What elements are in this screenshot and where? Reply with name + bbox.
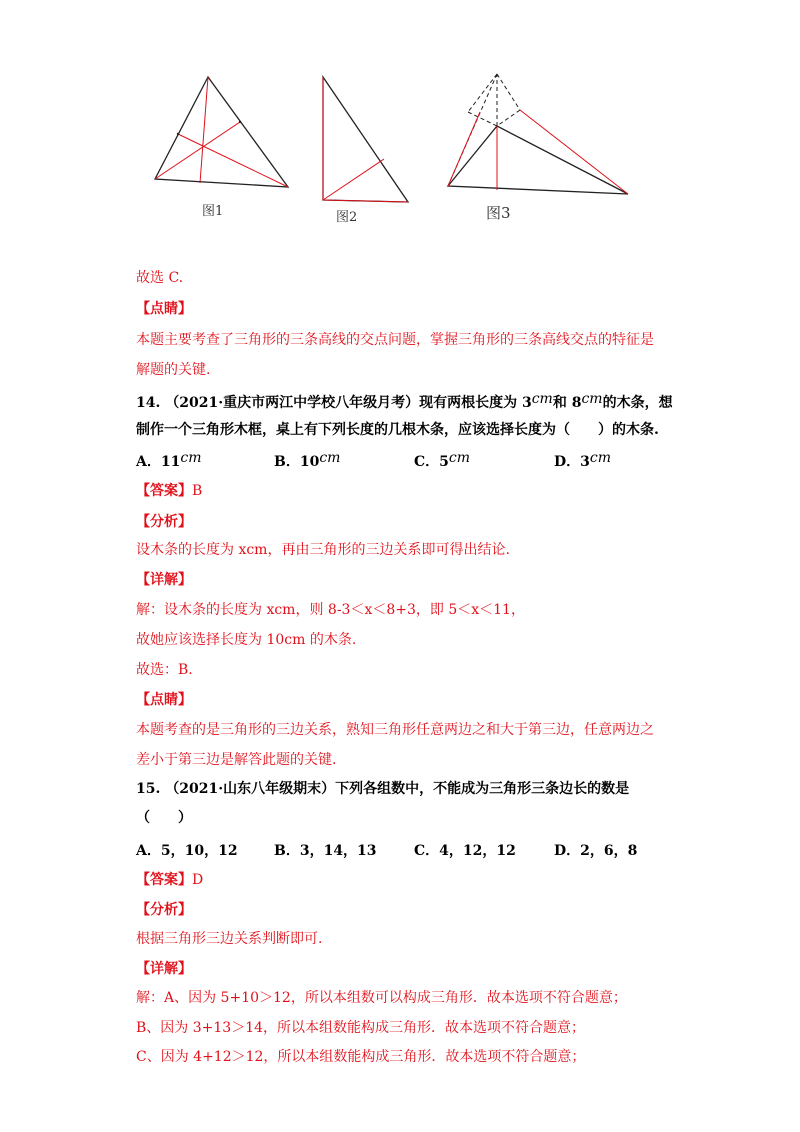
figure-2-caption: 图2 — [336, 210, 358, 225]
q15-option-d: D．2，6，8 — [554, 843, 638, 859]
q14-source: （2021·重庆市两江中学校八年级月考） — [165, 395, 420, 411]
q15-stem-line-1 — [136, 779, 629, 799]
q15-answer: 【答案】D — [136, 872, 204, 888]
q14-detail-1: 解：设木条的长度为 xcm，则 8-3＜x＜8+3，即 5＜x＜11， — [136, 602, 525, 618]
q14-tip-1: 本题考查的是三角形的三边关系，熟知三角形任意两边之和大于第三边，任意两边之 — [136, 722, 654, 738]
q15-option-b: B．3，14，13 — [274, 843, 377, 859]
q14-stem-c: 的木条，想 — [602, 395, 673, 411]
q15-analysis: 根据三角形三边关系判断即可. — [136, 931, 323, 947]
q14-stem-b: 和 8 — [552, 395, 582, 411]
q14-stem-a: 现有两根长度为 3 — [419, 395, 532, 411]
q15-detail-1: 解：A、因为 5+10＞12，所以本组数可以构成三角形．故本选项不符合题意； — [136, 990, 627, 1006]
q14-answer: 【答案】B — [136, 483, 203, 499]
q14-tip-2: 差小于第三边是解答此题的关键. — [136, 752, 337, 768]
q14-detail-3: 故选：B. — [136, 662, 193, 678]
q14-stem-line-1 — [136, 389, 673, 413]
q14-detail-2: 故她应该选择长度为 10cm 的木条. — [136, 632, 357, 648]
q14-option-a: A．11cm — [136, 450, 202, 470]
figure-1-caption: 图1 — [202, 204, 224, 219]
figure-2-right-triangle — [318, 74, 418, 206]
q14-option-d: D．3cm — [554, 450, 612, 470]
q14-option-c: C．5cm — [414, 450, 471, 470]
q14-stem-line-2: 制作一个三角形木框，桌上有下列长度的几根木条，应该选择长度为（ ）的木条. — [136, 422, 659, 438]
q13-tip-text-1: 本题主要考查了三角形的三条高线的交点问题，掌握三角形的三条高线交点的特征是 — [136, 332, 654, 348]
q13-tip-label: 【点睛】 — [136, 301, 192, 317]
q13-conclusion: 故选 C. — [136, 270, 184, 286]
figure-3-obtuse-triangle — [440, 70, 640, 200]
q15-source: （2021·山东八年级期末） — [165, 781, 336, 797]
q15-stem-line-2: （ ） — [136, 810, 192, 826]
q14-unit-2: cm — [581, 391, 603, 407]
q15-analysis-label: 【分析】 — [136, 902, 192, 918]
triangle-figures — [140, 62, 660, 232]
q14-analysis-label: 【分析】 — [136, 514, 192, 530]
q15-option-a: A．5，10，12 — [136, 843, 238, 859]
q15-stem: 下列各组数中，不能成为三角形三条边长的数是 — [335, 781, 630, 797]
q14-detail-label: 【详解】 — [136, 572, 192, 588]
q14-unit-1: cm — [531, 391, 553, 407]
q14-number: 14. — [136, 395, 161, 411]
q15-detail-label: 【详解】 — [136, 961, 192, 977]
q14-tip-label: 【点睛】 — [136, 692, 192, 708]
q15-detail-2: B、因为 3+13＞14，所以本组数能构成三角形．故本选项不符合题意； — [136, 1020, 586, 1036]
q14-analysis: 设木条的长度为 xcm，再由三角形的三边关系即可得出结论. — [136, 542, 510, 558]
q15-option-c: C．4，12，12 — [414, 843, 516, 859]
q15-number: 15. — [136, 781, 161, 797]
q13-tip-text-2: 解题的关键. — [136, 362, 211, 378]
figure-3-caption: 图3 — [486, 204, 511, 222]
figure-1-acute-triangle — [150, 72, 300, 192]
q15-detail-3: C、因为 4+12＞12，所以本组数能构成三角形．故本选项不符合题意； — [136, 1049, 586, 1065]
q14-option-b: B．10cm — [274, 450, 341, 470]
